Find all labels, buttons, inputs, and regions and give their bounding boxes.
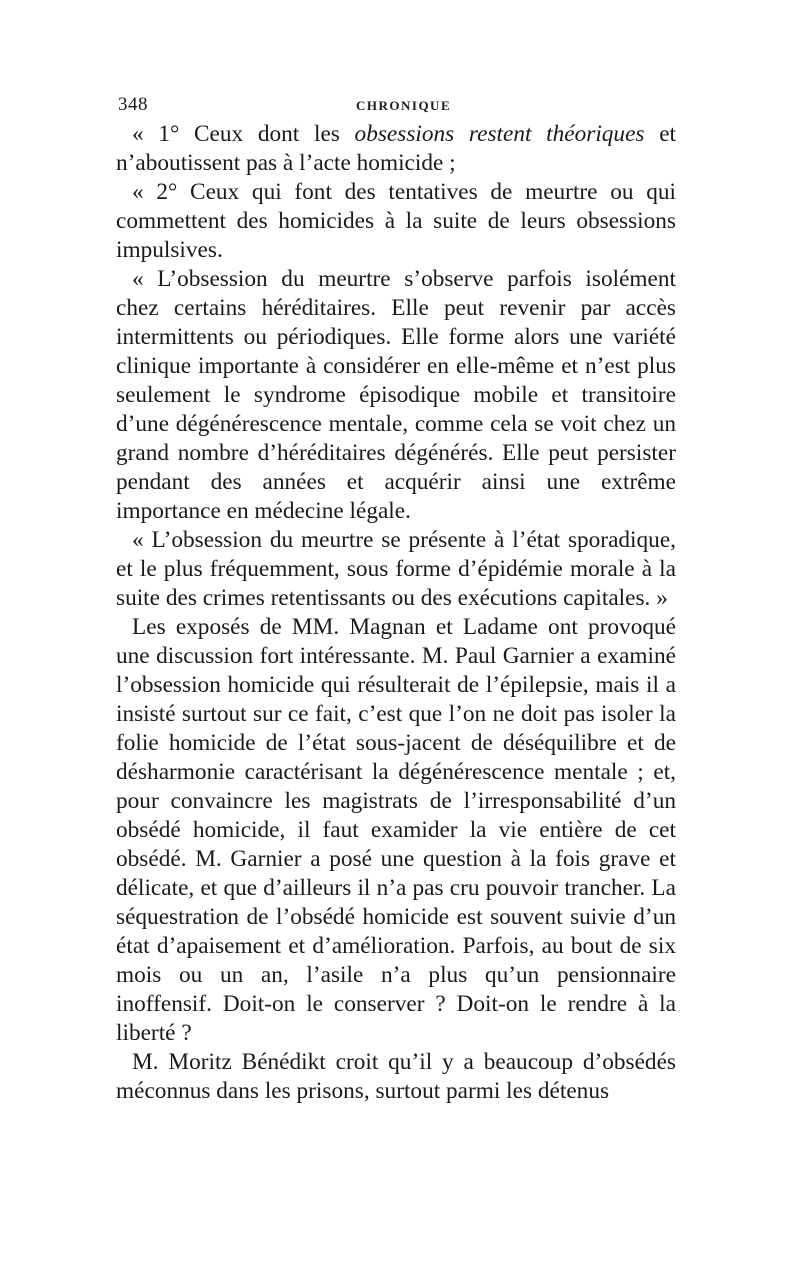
paragraph-1-emphasis: obsessions restent théoriques <box>354 121 645 147</box>
page-number: 348 <box>118 94 148 115</box>
running-head <box>116 88 676 122</box>
running-title: CHRONIQUE <box>356 98 452 113</box>
paragraph-6: M. Moritz Bénédikt croit qu’il y a beaucoup d’obsédés méconnus dans les prisons, surtout parmi les détenus <box>116 1049 676 1104</box>
paragraph-4: « L’obsession du meurtre se présente à l’état sporadique, et le plus fréquemment, sous forme d’épidémie morale à la suite des crimes retentissants ou des exécutions capitales. » <box>116 527 676 611</box>
paragraph-1-after: et n’aboutissent pas à l’acte homicide ; <box>116 121 677 176</box>
paragraph-2: « 2° Ceux qui font des tentatives de meurtre ou qui commettent des homicides à la suite de leurs obsessions impulsives. <box>116 179 676 263</box>
paragraph-5: Les exposés de MM. Magnan et Ladame ont provoqué une discussion fort intéressante. M. Paul Garnier a examiné l’obsession homicide qui résulterait de l’épilepsie, mais il a insisté surtout sur ce fait, c’est que l’on ne doit pas isoler la folie homicide de l’état sous-jacent de déséquilibre et de désharmonie caractérisant la dégénérescence mentale ; et, pour convaincre les magistrats de l’irresponsabilité d’un obsédé homicide, il faut examider la vie entière de cet obsédé. M. Garnier a posé une question à la fois grave et délicate, et que d’ailleurs il n’a pas cru pouvoir trancher. La séquestration de l’obsédé homicide est souvent suivie d’un état d’apaisement et d’amélioration. Parfois, au bout de six mois ou un an, l’asile n’a plus qu’un pensionnaire inoffensif. Doit-on le conserver ? Doit-on le rendre à la liberté ? <box>116 614 676 1046</box>
paragraph-1 <box>116 120 676 178</box>
paragraph-1-before: « 1° Ceux dont les <box>132 121 355 147</box>
paragraph-3: « L’obsession du meurtre s’observe parfois isolément chez certains héréditaires. Elle peut revenir par accès intermittents ou périodiques. Elle forme alors une variété clinique importante à considérer en elle-même et n’est plus seulement le syndrome épisodique mobile et transitoire d’une dégénérescence mentale, comme cela se voit chez un grand nombre d’héréditaires dégénérés. Elle peut persister pendant des années et acquérir ainsi une extrême importance en médecine légale. <box>116 266 676 524</box>
body-text <box>116 120 676 1106</box>
book-page <box>116 88 676 1106</box>
